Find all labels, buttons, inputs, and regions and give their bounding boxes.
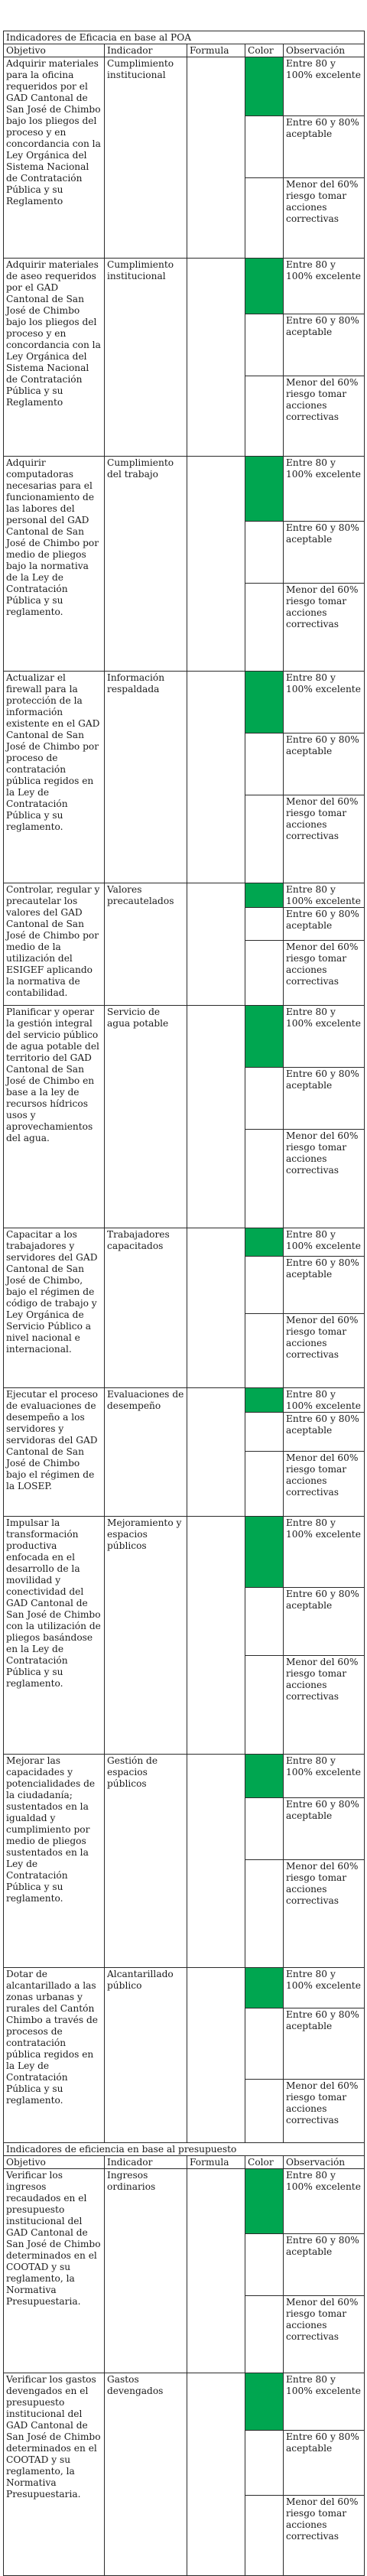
color-swatch-empty xyxy=(245,2431,284,2496)
table-row xyxy=(4,672,365,733)
table-row xyxy=(4,2373,365,2431)
observacion-cell: Entre 60 y 80% aceptable xyxy=(284,522,365,584)
observacion-cell: Entre 80 y 100% excelente xyxy=(284,457,365,522)
header-observacion: Observación xyxy=(284,2156,365,2169)
color-swatch-empty xyxy=(245,1130,284,1228)
header-indicador: Indicador xyxy=(105,2156,187,2169)
color-swatch-green xyxy=(245,1968,284,2008)
color-swatch-green xyxy=(245,1755,284,1798)
indicador-cell: Servicio de agua potable xyxy=(105,1006,187,1228)
observacion-cell: Entre 80 y 100% excelente xyxy=(284,883,365,908)
formula-cell xyxy=(187,1228,245,1388)
indicador-cell: Cumplimiento del trabajo xyxy=(105,457,187,672)
observacion-cell: Menor del 60% riesgo tomar acciones correctivas xyxy=(284,941,365,1006)
section-title: Indicadores de Eficacia en base al POA xyxy=(4,31,365,44)
table-row xyxy=(4,57,365,116)
table-row xyxy=(4,259,365,314)
section-title-row xyxy=(4,31,365,44)
objetivo-cell: Mejorar las capacidades y potencialidades de la ciudadanía; sustentados en la igualdad y cumplimiento por medio de pliegos sustentados en la Ley de Contratación Pública y su reglamento. xyxy=(4,1755,105,1968)
header-color: Color xyxy=(245,44,284,57)
color-swatch-empty xyxy=(245,584,284,672)
objetivo-cell: Verificar los ingresos recaudados en el presupuesto institucional del GAD Cantonal de San José de Chimbo determinados en el COOTAD y su reglamento, la Normativa Presupuestaria. xyxy=(4,2169,105,2373)
objetivo-cell: Actualizar el firewall para la protección de la información existente en el GAD Cantonal de San José de Chimbo por proceso de contratación pública regidos en la Ley de Contratación Pública y su reglamento. xyxy=(4,672,105,883)
color-swatch-empty xyxy=(245,1452,284,1517)
formula-cell xyxy=(187,1388,245,1517)
header-objetivo: Objetivo xyxy=(4,44,105,57)
color-swatch-empty xyxy=(245,2234,284,2296)
objetivo-cell: Capacitar a los trabajadores y servidores del GAD Cantonal de San José de Chimbo, bajo el régimen de código de trabajo y Ley Orgánica de Servicio Público a nivel nacional e internacional. xyxy=(4,1228,105,1388)
header-formula: Formula xyxy=(187,44,245,57)
observacion-cell: Entre 60 y 80% aceptable xyxy=(284,2008,365,2080)
observacion-cell: Entre 80 y 100% excelente xyxy=(284,57,365,116)
table-row xyxy=(4,457,365,522)
indicador-cell: Valores precautelados xyxy=(105,883,187,1006)
formula-cell xyxy=(187,672,245,883)
header-objetivo: Objetivo xyxy=(4,2156,105,2169)
observacion-cell: Entre 60 y 80% aceptable xyxy=(284,733,365,795)
color-swatch-empty xyxy=(245,2296,284,2373)
color-swatch-empty xyxy=(245,1314,284,1388)
formula-cell xyxy=(187,457,245,672)
objetivo-cell: Impulsar la transformación productiva enfocada en el desarrollo de la movilidad y conectividad del GAD Cantonal de San José de Chimbo con la utilización de pliegos basándose en la Ley de Contratación Pública y su reglamento. xyxy=(4,1517,105,1755)
color-swatch-empty xyxy=(245,1257,284,1314)
observacion-cell: Entre 60 y 80% aceptable xyxy=(284,1413,365,1452)
formula-cell xyxy=(187,2373,245,2576)
observacion-cell: Entre 80 y 100% excelente xyxy=(284,1517,365,1588)
color-swatch-green xyxy=(245,1228,284,1257)
indicador-cell: Cumplimiento institucional xyxy=(105,259,187,457)
observacion-cell: Entre 80 y 100% excelente xyxy=(284,672,365,733)
objetivo-cell: Adquirir materiales de aseo requeridos por el GAD Cantonal de San José de Chimbo bajo los pliegos del proceso y en concordancia con la Ley Orgánica del Sistema Nacional de Contratación Pública y su Reglamento xyxy=(4,259,105,457)
observacion-cell: Entre 80 y 100% excelente xyxy=(284,1968,365,2008)
table-row xyxy=(4,1968,365,2008)
objetivo-cell: Dotar de alcantarillado a las zonas urbanas y rurales del Cantón Chimbo a través de procesos de contratación pública regidos en la Ley de Contratación Pública y su reglamento. xyxy=(4,1968,105,2143)
color-swatch-empty xyxy=(245,314,284,376)
color-swatch-empty xyxy=(245,1413,284,1452)
color-swatch-empty xyxy=(245,1798,284,1860)
observacion-cell: Entre 80 y 100% excelente xyxy=(284,2373,365,2431)
color-swatch-empty xyxy=(245,2496,284,2576)
color-swatch-empty xyxy=(245,522,284,584)
observacion-cell: Menor del 60% riesgo tomar acciones correctivas xyxy=(284,2080,365,2143)
observacion-cell: Menor del 60% riesgo tomar acciones correctivas xyxy=(284,178,365,259)
indicators-table xyxy=(3,31,365,2576)
formula-cell xyxy=(187,883,245,1006)
objetivo-cell: Planificar y operar la gestión integral del servicio público de agua potable del territorio del GAD Cantonal de San José de Chimbo en base a la ley de recursos hídricos usos y aprovechamientos del agua. xyxy=(4,1006,105,1228)
header-formula: Formula xyxy=(187,2156,245,2169)
formula-cell xyxy=(187,259,245,457)
indicador-cell: Cumplimiento institucional xyxy=(105,57,187,259)
table-row xyxy=(4,2169,365,2234)
header-row xyxy=(4,44,365,57)
observacion-cell: Entre 80 y 100% excelente xyxy=(284,2169,365,2234)
header-observacion: Observación xyxy=(284,44,365,57)
indicador-cell: Gastos devengados xyxy=(105,2373,187,2576)
color-swatch-green xyxy=(245,457,284,522)
color-swatch-green xyxy=(245,57,284,116)
color-swatch-green xyxy=(245,2169,284,2234)
observacion-cell: Menor del 60% riesgo tomar acciones correctivas xyxy=(284,376,365,457)
observacion-cell: Entre 60 y 80% aceptable xyxy=(284,1588,365,1656)
color-swatch-green xyxy=(245,672,284,733)
indicador-cell: Ingresos ordinarios xyxy=(105,2169,187,2373)
observacion-cell: Entre 60 y 80% aceptable xyxy=(284,908,365,941)
header-indicador: Indicador xyxy=(105,44,187,57)
table-row xyxy=(4,1228,365,1257)
observacion-cell: Menor del 60% riesgo tomar acciones correctivas xyxy=(284,1314,365,1388)
observacion-cell: Entre 60 y 80% aceptable xyxy=(284,2431,365,2496)
color-swatch-empty xyxy=(245,376,284,457)
indicador-cell: Información respaldada xyxy=(105,672,187,883)
color-swatch-empty xyxy=(245,1656,284,1755)
color-swatch-green xyxy=(245,1388,284,1413)
indicador-cell: Mejoramiento y espacios públicos xyxy=(105,1517,187,1755)
color-swatch-empty xyxy=(245,733,284,795)
observacion-cell: Menor del 60% riesgo tomar acciones correctivas xyxy=(284,2296,365,2373)
color-swatch-empty xyxy=(245,941,284,1006)
observacion-cell: Entre 60 y 80% aceptable xyxy=(284,2234,365,2296)
objetivo-cell: Adquirir materiales para la oficina requeridos por el GAD Cantonal de San José de Chimbo bajo los pliegos del proceso y en concordancia con la Ley Orgánica del Sistema Nacional de Contratación Pública y su Reglamento xyxy=(4,57,105,259)
observacion-cell: Menor del 60% riesgo tomar acciones correctivas xyxy=(284,1452,365,1517)
indicador-cell: Evaluaciones de desempeño xyxy=(105,1388,187,1517)
observacion-cell: Entre 80 y 100% excelente xyxy=(284,1006,365,1068)
observacion-cell: Menor del 60% riesgo tomar acciones correctivas xyxy=(284,584,365,672)
color-swatch-empty xyxy=(245,1068,284,1130)
color-swatch-green xyxy=(245,1517,284,1588)
observacion-cell: Entre 80 y 100% excelente xyxy=(284,1388,365,1413)
observacion-cell: Entre 80 y 100% excelente xyxy=(284,1228,365,1257)
table-row xyxy=(4,883,365,908)
header-color: Color xyxy=(245,2156,284,2169)
color-swatch-empty xyxy=(245,908,284,941)
color-swatch-green xyxy=(245,883,284,908)
color-swatch-green xyxy=(245,1006,284,1068)
objetivo-cell: Ejecutar el proceso de evaluaciones de desempeño a los servidores y servidoras del GAD Cantonal de San José de Chimbo bajo el régimen de la LOSEP. xyxy=(4,1388,105,1517)
observacion-cell: Menor del 60% riesgo tomar acciones correctivas xyxy=(284,2496,365,2576)
color-swatch-empty xyxy=(245,2080,284,2143)
observacion-cell: Menor del 60% riesgo tomar acciones correctivas xyxy=(284,795,365,883)
formula-cell xyxy=(187,2169,245,2373)
table-row xyxy=(4,1517,365,1588)
header-row xyxy=(4,2156,365,2169)
observacion-cell: Entre 60 y 80% aceptable xyxy=(284,314,365,376)
section-title-row xyxy=(4,2143,365,2156)
color-swatch-empty xyxy=(245,116,284,178)
objetivo-cell: Controlar, regular y precautelar los valores del GAD Cantonal de San José de Chimbo por medio de la utilización del ESIGEF aplicando la normativa de contabilidad. xyxy=(4,883,105,1006)
formula-cell xyxy=(187,1968,245,2143)
section-title: Indicadores de eficiencia en base al presupuesto xyxy=(4,2143,365,2156)
formula-cell xyxy=(187,1517,245,1755)
color-swatch-empty xyxy=(245,2008,284,2080)
observacion-cell: Entre 80 y 100% excelente xyxy=(284,1755,365,1798)
observacion-cell: Entre 80 y 100% excelente xyxy=(284,259,365,314)
observacion-cell: Menor del 60% riesgo tomar acciones correctivas xyxy=(284,1656,365,1755)
formula-cell xyxy=(187,1755,245,1968)
observacion-cell: Entre 60 y 80% aceptable xyxy=(284,1257,365,1314)
observacion-cell: Entre 60 y 80% aceptable xyxy=(284,1068,365,1130)
color-swatch-empty xyxy=(245,1588,284,1656)
objetivo-cell: Verificar los gastos devengados en el presupuesto institucional del GAD Cantonal de San José de Chimbo determinados en el COOTAD y su reglamento, la Normativa Presupuestaria. xyxy=(4,2373,105,2576)
formula-cell xyxy=(187,57,245,259)
color-swatch-green xyxy=(245,2373,284,2431)
table-row xyxy=(4,1755,365,1798)
indicador-cell: Trabajadores capacitados xyxy=(105,1228,187,1388)
color-swatch-empty xyxy=(245,178,284,259)
indicators-table-body xyxy=(4,31,365,2576)
observacion-cell: Entre 60 y 80% aceptable xyxy=(284,1798,365,1860)
observacion-cell: Entre 60 y 80% aceptable xyxy=(284,116,365,178)
table-row xyxy=(4,1006,365,1068)
color-swatch-empty xyxy=(245,1860,284,1968)
color-swatch-empty xyxy=(245,795,284,883)
indicador-cell: Alcantarillado público xyxy=(105,1968,187,2143)
color-swatch-green xyxy=(245,259,284,314)
objetivo-cell: Adquirir computadoras necesarias para el funcionamiento de las labores del personal del GAD Cantonal de San José de Chimbo por medio de pliegos bajo la normativa de la Ley de Contratación Pública y su reglamento. xyxy=(4,457,105,672)
indicador-cell: Gestión de espacios públicos xyxy=(105,1755,187,1968)
formula-cell xyxy=(187,1006,245,1228)
table-row xyxy=(4,1388,365,1413)
observacion-cell: Menor del 60% riesgo tomar acciones correctivas xyxy=(284,1130,365,1228)
observacion-cell: Menor del 60% riesgo tomar acciones correctivas xyxy=(284,1860,365,1968)
